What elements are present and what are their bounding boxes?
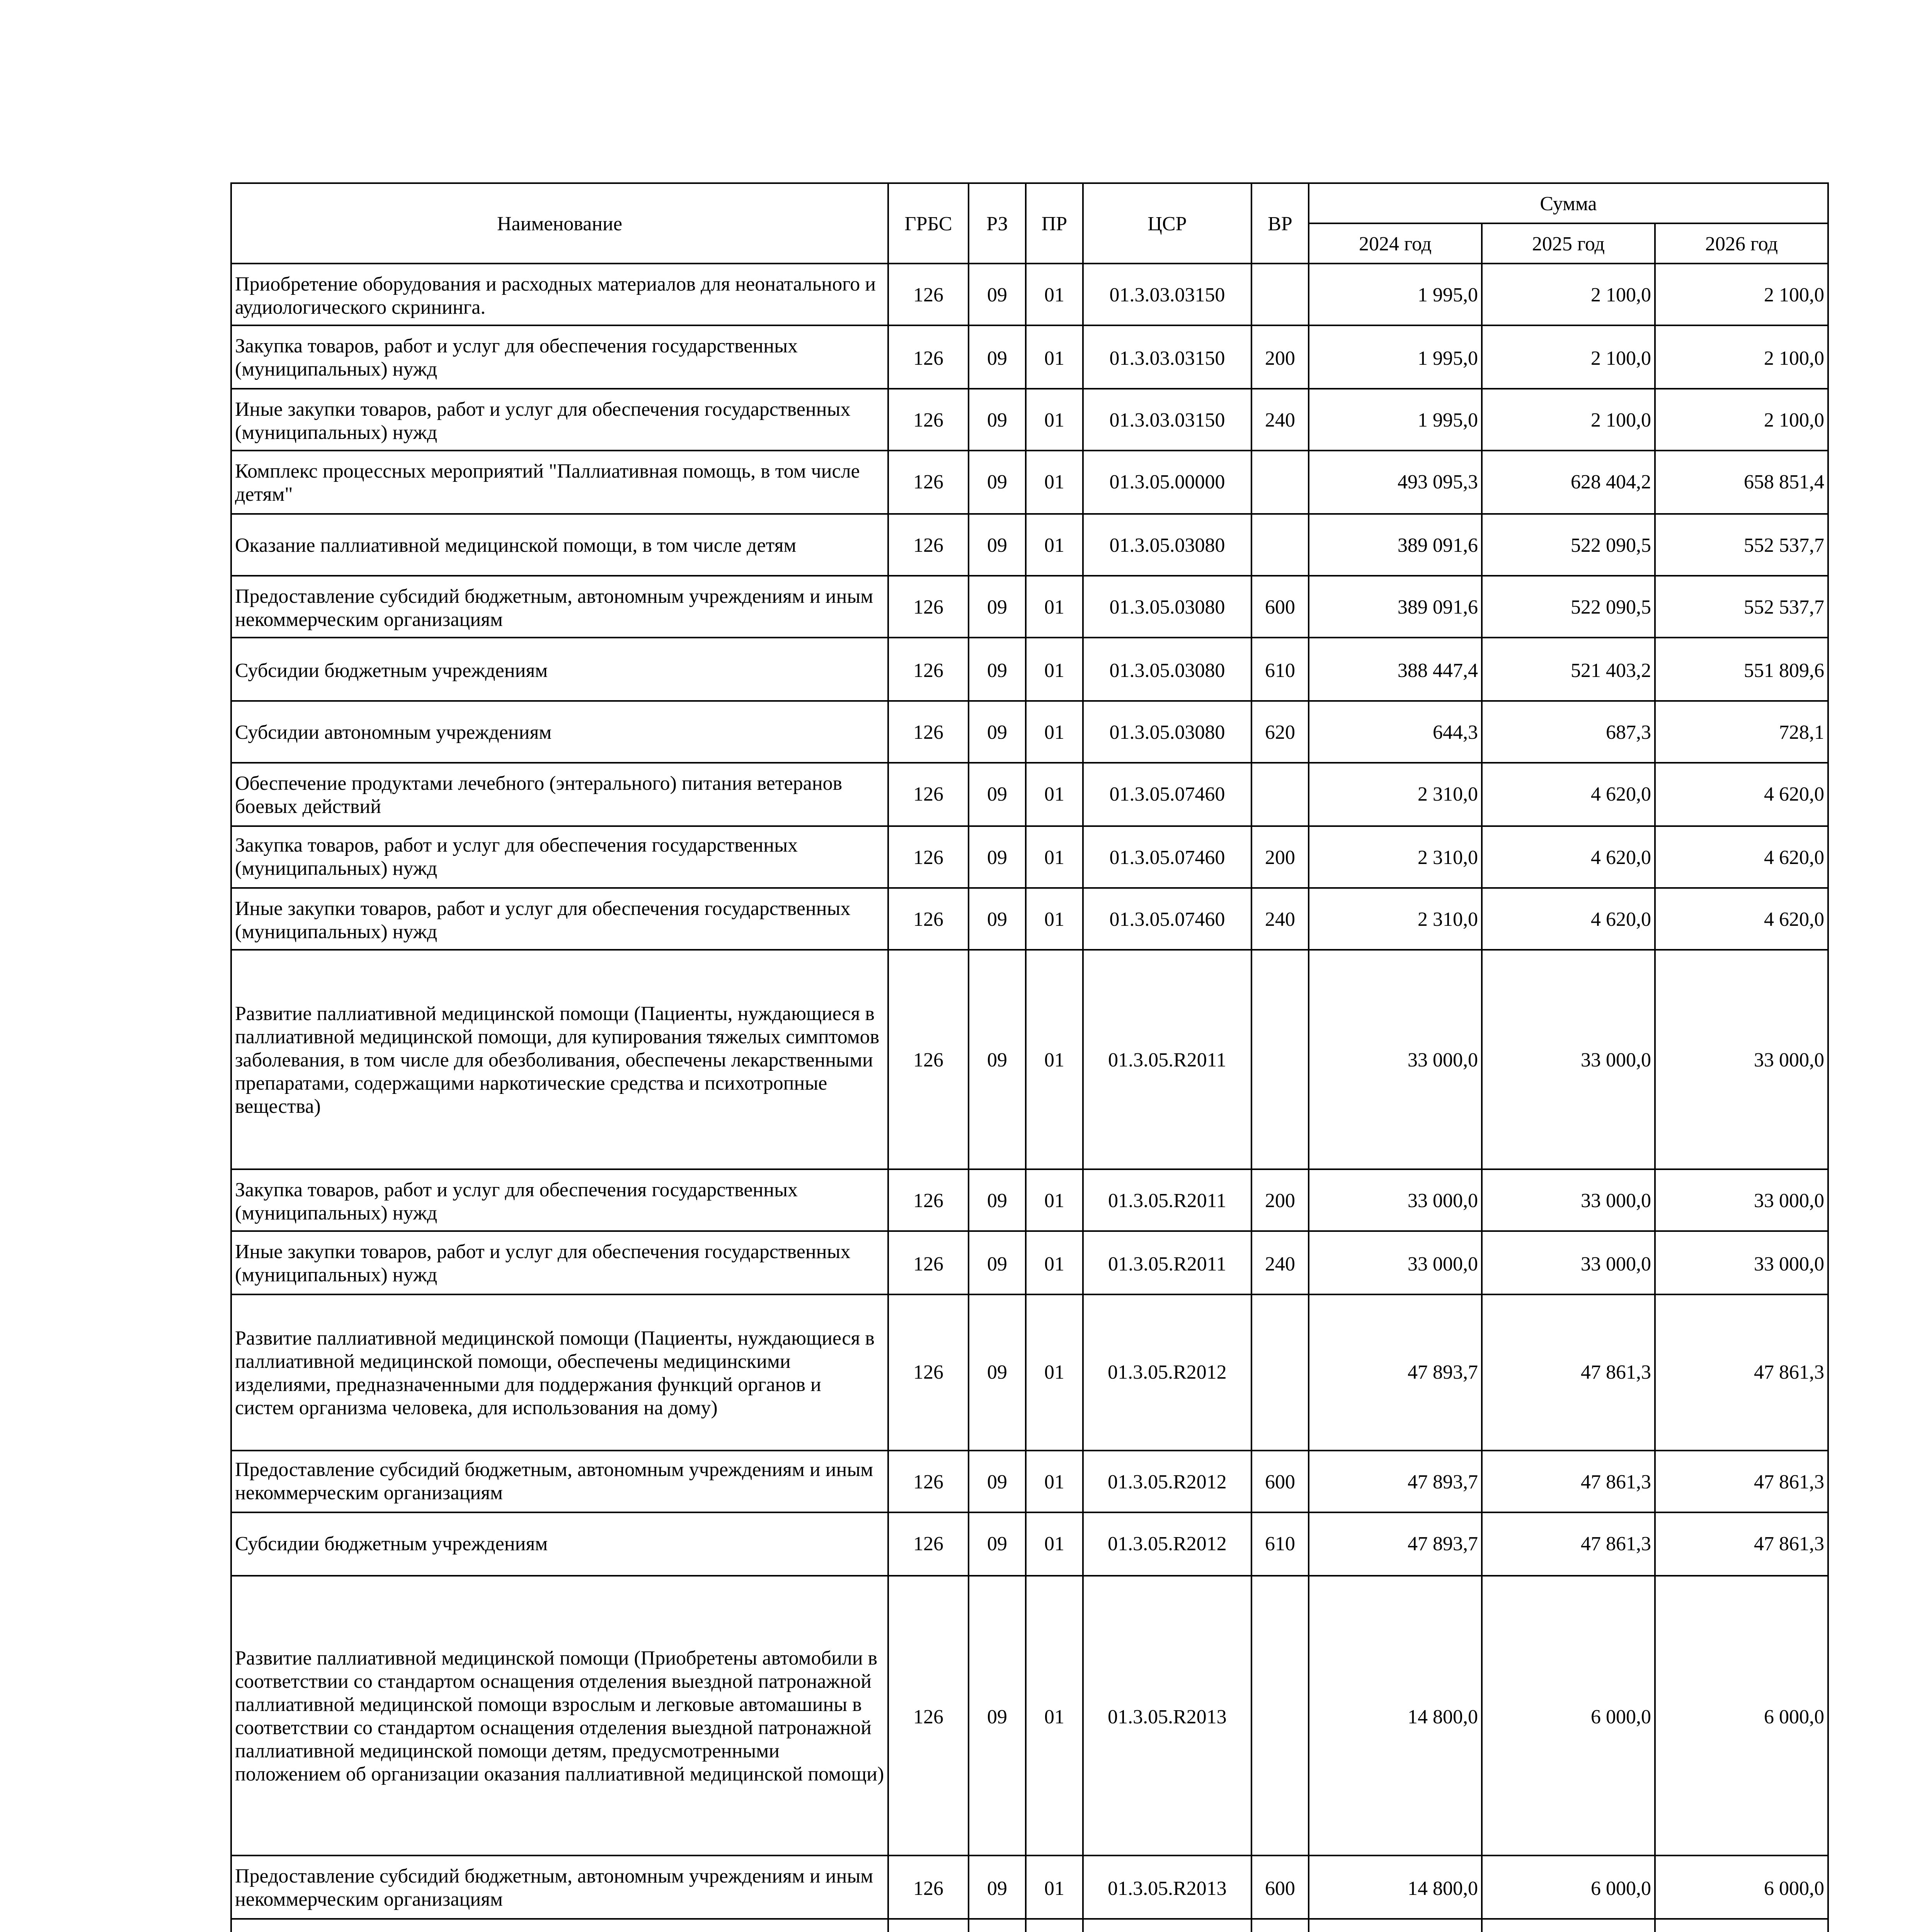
cell-grbs <box>888 1918 969 1932</box>
cell-pr: 01 <box>1026 763 1083 826</box>
cell-pr: 01 <box>1026 1575 1083 1856</box>
cell-2025: 4 620,0 <box>1482 763 1655 826</box>
cell-2025: 33 000,0 <box>1482 951 1655 1169</box>
cell-name: Развитие паллиативной медицинской помощи (Приобретены автомобили в соответствии со стандартом оснащения отделения выездной патронажной паллиативной медицинской помощи взрослым и легковые автомашины в соответствии со стандартом оснащения отделения выездной патронажной паллиативной медицинской помощи детям, предусмотренными положением об организации оказания паллиативной медицинской помощи) <box>231 1575 888 1856</box>
table-row <box>231 388 1828 451</box>
cell-2025: 2 100,0 <box>1482 388 1655 451</box>
cell-csr: 01.3.05.R2011 <box>1083 1231 1251 1294</box>
cell-grbs: 126 <box>888 1169 969 1232</box>
cell-csr: 01.3.05.03080 <box>1083 701 1251 763</box>
cell-grbs: 126 <box>888 1513 969 1575</box>
cell-vr <box>1251 1294 1309 1450</box>
cell-vr <box>1251 264 1309 326</box>
cell-2024: 33 000,0 <box>1309 1169 1482 1232</box>
cell-2024: 14 800,0 <box>1309 1856 1482 1919</box>
table-row <box>231 514 1828 576</box>
table-row <box>231 1918 1828 1932</box>
table-row <box>231 1856 1828 1919</box>
cell-name: Субсидии бюджетным учреждениям <box>231 638 888 701</box>
cell-csr: 01.3.05.R2013 <box>1083 1856 1251 1919</box>
table-body <box>231 264 1828 1932</box>
cell-csr: 01.3.05.07460 <box>1083 888 1251 951</box>
cell-rz: 09 <box>969 1575 1026 1856</box>
cell-vr: 610 <box>1251 1513 1309 1575</box>
cell-grbs: 126 <box>888 451 969 514</box>
cell-vr: 240 <box>1251 1231 1309 1294</box>
header-sum: Сумма <box>1309 183 1828 223</box>
cell-name: Приобретение оборудования и расходных материалов для неонатального и аудиологического скрининга. <box>231 264 888 326</box>
table-row <box>231 1231 1828 1294</box>
header-year-2025: 2025 год <box>1482 223 1655 264</box>
cell-2025: 628 404,2 <box>1482 451 1655 514</box>
cell-csr: 01.3.03.03150 <box>1083 326 1251 389</box>
cell-name: Иные закупки товаров, работ и услуг для обеспечения государственных (муниципальных) нужд <box>231 888 888 951</box>
cell-name: Иные закупки товаров, работ и услуг для обеспечения государственных (муниципальных) нужд <box>231 1231 888 1294</box>
cell-2024: 1 995,0 <box>1309 326 1482 389</box>
cell-rz: 09 <box>969 514 1026 576</box>
cell-2024: 2 310,0 <box>1309 763 1482 826</box>
cell-name: Закупка товаров, работ и услуг для обеспечения государственных (муниципальных) нужд <box>231 1169 888 1232</box>
cell-vr: 200 <box>1251 326 1309 389</box>
table-row <box>231 1294 1828 1450</box>
cell-2025: 522 090,5 <box>1482 576 1655 638</box>
cell-pr: 01 <box>1026 1450 1083 1513</box>
cell-2026: 2 100,0 <box>1655 326 1828 389</box>
table-row <box>231 951 1828 1169</box>
cell-grbs: 126 <box>888 1231 969 1294</box>
cell-2026: 33 000,0 <box>1655 951 1828 1169</box>
table-row <box>231 264 1828 326</box>
cell-name: Закупка товаров, работ и услуг для обеспечения государственных (муниципальных) нужд <box>231 326 888 389</box>
cell-grbs: 126 <box>888 514 969 576</box>
cell-2026: 2 100,0 <box>1655 388 1828 451</box>
cell-rz: 09 <box>969 1294 1026 1450</box>
cell-vr: 610 <box>1251 638 1309 701</box>
cell-name: Субсидии бюджетным учреждениям <box>231 1513 888 1575</box>
cell-csr: 01.3.05.R2013 <box>1083 1575 1251 1856</box>
cell-rz: 09 <box>969 1169 1026 1232</box>
cell-rz: 09 <box>969 826 1026 888</box>
cell-grbs: 126 <box>888 1856 969 1919</box>
cell-csr: 01.3.05.R2011 <box>1083 951 1251 1169</box>
cell-rz: 09 <box>969 763 1026 826</box>
cell-2025: 687,3 <box>1482 701 1655 763</box>
cell-grbs: 126 <box>888 264 969 326</box>
cell-pr: 01 <box>1026 888 1083 951</box>
cell-vr: 600 <box>1251 1856 1309 1919</box>
cell-vr: 200 <box>1251 1169 1309 1232</box>
cell-pr: 01 <box>1026 701 1083 763</box>
cell-grbs: 126 <box>888 1450 969 1513</box>
cell-rz: 09 <box>969 1450 1026 1513</box>
cell-csr: 01.3.05.07460 <box>1083 826 1251 888</box>
cell-vr <box>1251 951 1309 1169</box>
table-row <box>231 638 1828 701</box>
cell-2025: 4 620,0 <box>1482 826 1655 888</box>
cell-2026: 4 620,0 <box>1655 763 1828 826</box>
cell-rz: 09 <box>969 951 1026 1169</box>
cell-csr: 01.3.03.03150 <box>1083 264 1251 326</box>
cell-vr: 620 <box>1251 701 1309 763</box>
cell-2024: 47 893,7 <box>1309 1450 1482 1513</box>
table-row <box>231 1575 1828 1856</box>
cell-vr <box>1251 1918 1309 1932</box>
cell-2025: 47 861,3 <box>1482 1450 1655 1513</box>
cell-vr <box>1251 514 1309 576</box>
cell-2026: 551 809,6 <box>1655 638 1828 701</box>
cell-name: Закупка товаров, работ и услуг для обеспечения государственных (муниципальных) нужд <box>231 826 888 888</box>
cell-pr: 01 <box>1026 576 1083 638</box>
cell-csr: 01.3.05.03080 <box>1083 638 1251 701</box>
header-vr: ВР <box>1251 183 1309 264</box>
cell-name: Субсидии автономным учреждениям <box>231 701 888 763</box>
cell-2024: 14 800,0 <box>1309 1575 1482 1856</box>
cell-pr: 01 <box>1026 451 1083 514</box>
cell-csr: 01.3.03.03150 <box>1083 388 1251 451</box>
cell-csr: 01.3.05.03080 <box>1083 514 1251 576</box>
budget-table <box>230 182 1829 1932</box>
cell-pr: 01 <box>1026 264 1083 326</box>
table-row <box>231 1450 1828 1513</box>
cell-vr: 200 <box>1251 826 1309 888</box>
cell-pr: 01 <box>1026 1294 1083 1450</box>
cell-pr: 01 <box>1026 1856 1083 1919</box>
cell-name <box>231 1918 888 1932</box>
table-header <box>231 183 1828 264</box>
cell-pr: 01 <box>1026 826 1083 888</box>
cell-2026: 6 000,0 <box>1655 1575 1828 1856</box>
cell-grbs: 126 <box>888 388 969 451</box>
cell-2026: 47 861,3 <box>1655 1513 1828 1575</box>
cell-pr: 01 <box>1026 951 1083 1169</box>
cell-name: Предоставление субсидий бюджетным, автономным учреждениям и иным некоммерческим организациям <box>231 1856 888 1919</box>
cell-2024: 389 091,6 <box>1309 514 1482 576</box>
cell-vr <box>1251 763 1309 826</box>
cell-2026: 4 620,0 <box>1655 826 1828 888</box>
cell-grbs: 126 <box>888 951 969 1169</box>
cell-2026: 47 861,3 <box>1655 1294 1828 1450</box>
cell-2024: 33 000,0 <box>1309 951 1482 1169</box>
header-year-2024: 2024 год <box>1309 223 1482 264</box>
table-row <box>231 576 1828 638</box>
header-grbs: ГРБС <box>888 183 969 264</box>
cell-2024: 2 310,0 <box>1309 888 1482 951</box>
header-rz: РЗ <box>969 183 1026 264</box>
cell-2025: 33 000,0 <box>1482 1231 1655 1294</box>
cell-name: Предоставление субсидий бюджетным, автономным учреждениям и иным некоммерческим организациям <box>231 1450 888 1513</box>
cell-rz: 09 <box>969 264 1026 326</box>
header-name: Наименование <box>231 183 888 264</box>
cell-name: Комплекс процессных мероприятий "Паллиативная помощь, в том числе детям" <box>231 451 888 514</box>
cell-pr: 01 <box>1026 326 1083 389</box>
cell-vr: 240 <box>1251 388 1309 451</box>
cell-2026: 47 861,3 <box>1655 1450 1828 1513</box>
cell-grbs: 126 <box>888 1294 969 1450</box>
cell-vr: 600 <box>1251 1450 1309 1513</box>
cell-rz: 09 <box>969 1513 1026 1575</box>
cell-rz: 09 <box>969 701 1026 763</box>
cell-2025: 522 090,5 <box>1482 514 1655 576</box>
cell-grbs: 126 <box>888 1575 969 1856</box>
cell-grbs: 126 <box>888 576 969 638</box>
cell-2025: 47 861,3 <box>1482 1513 1655 1575</box>
cell-2026: 552 537,7 <box>1655 514 1828 576</box>
cell-2024: 1 995,0 <box>1309 388 1482 451</box>
cell-name: Предоставление субсидий бюджетным, автономным учреждениям и иным некоммерческим организациям <box>231 576 888 638</box>
cell-grbs: 126 <box>888 763 969 826</box>
cell-2026: 552 537,7 <box>1655 576 1828 638</box>
header-year-2026: 2026 год <box>1655 223 1828 264</box>
table-row <box>231 326 1828 389</box>
cell-csr: 01.3.05.03080 <box>1083 576 1251 638</box>
cell-2026: 33 000,0 <box>1655 1169 1828 1232</box>
cell-2024: 388 447,4 <box>1309 638 1482 701</box>
cell-2025: 6 000,0 <box>1482 1856 1655 1919</box>
cell-2026: 4 620,0 <box>1655 888 1828 951</box>
cell-rz: 09 <box>969 576 1026 638</box>
cell-pr: 01 <box>1026 1231 1083 1294</box>
cell-rz: 09 <box>969 1856 1026 1919</box>
cell-2025: 33 000,0 <box>1482 1169 1655 1232</box>
cell-name: Иные закупки товаров, работ и услуг для обеспечения государственных (муниципальных) нужд <box>231 388 888 451</box>
cell-csr: 01.3.05.R2012 <box>1083 1513 1251 1575</box>
cell-rz <box>969 1918 1026 1932</box>
cell-rz: 09 <box>969 388 1026 451</box>
cell-2026: 6 000,0 <box>1655 1856 1828 1919</box>
cell-2025 <box>1482 1918 1655 1932</box>
cell-pr: 01 <box>1026 1513 1083 1575</box>
cell-csr <box>1083 1918 1251 1932</box>
table-row <box>231 826 1828 888</box>
cell-name: Обеспечение продуктами лечебного (энтерального) питания ветеранов боевых действий <box>231 763 888 826</box>
cell-2024: 644,3 <box>1309 701 1482 763</box>
cell-csr: 01.3.05.R2011 <box>1083 1169 1251 1232</box>
cell-rz: 09 <box>969 888 1026 951</box>
cell-grbs: 126 <box>888 701 969 763</box>
cell-2026: 2 100,0 <box>1655 264 1828 326</box>
cell-2025: 2 100,0 <box>1482 326 1655 389</box>
table-row <box>231 1513 1828 1575</box>
cell-2024: 389 091,6 <box>1309 576 1482 638</box>
header-pr: ПР <box>1026 183 1083 264</box>
cell-grbs: 126 <box>888 326 969 389</box>
cell-2024: 47 893,7 <box>1309 1513 1482 1575</box>
cell-2024: 493 095,3 <box>1309 451 1482 514</box>
cell-2024 <box>1309 1918 1482 1932</box>
cell-2025: 4 620,0 <box>1482 888 1655 951</box>
cell-2024: 47 893,7 <box>1309 1294 1482 1450</box>
cell-2026: 33 000,0 <box>1655 1231 1828 1294</box>
cell-csr: 01.3.05.07460 <box>1083 763 1251 826</box>
cell-2024: 33 000,0 <box>1309 1231 1482 1294</box>
header-csr: ЦСР <box>1083 183 1251 264</box>
table-row <box>231 888 1828 951</box>
cell-rz: 09 <box>969 638 1026 701</box>
cell-rz: 09 <box>969 451 1026 514</box>
cell-grbs: 126 <box>888 826 969 888</box>
cell-name: Оказание паллиативной медицинской помощи, в том числе детям <box>231 514 888 576</box>
cell-2024: 1 995,0 <box>1309 264 1482 326</box>
cell-csr: 01.3.05.R2012 <box>1083 1450 1251 1513</box>
cell-csr: 01.3.05.R2012 <box>1083 1294 1251 1450</box>
cell-2025: 6 000,0 <box>1482 1575 1655 1856</box>
cell-2026: 658 851,4 <box>1655 451 1828 514</box>
cell-2025: 2 100,0 <box>1482 264 1655 326</box>
cell-pr <box>1026 1918 1083 1932</box>
cell-pr: 01 <box>1026 514 1083 576</box>
cell-pr: 01 <box>1026 388 1083 451</box>
table-row <box>231 451 1828 514</box>
cell-vr: 240 <box>1251 888 1309 951</box>
cell-name: Развитие паллиативной медицинской помощи (Пациенты, нуждающиеся в паллиативной медицинской помощи, обеспечены медицинскими изделиями, предназначенными для поддержания функций органов и систем организма человека, для использования на дому) <box>231 1294 888 1450</box>
cell-vr <box>1251 1575 1309 1856</box>
cell-grbs: 126 <box>888 638 969 701</box>
cell-rz: 09 <box>969 1231 1026 1294</box>
cell-pr: 01 <box>1026 1169 1083 1232</box>
cell-grbs: 126 <box>888 888 969 951</box>
cell-2024: 2 310,0 <box>1309 826 1482 888</box>
cell-2025: 47 861,3 <box>1482 1294 1655 1450</box>
cell-vr: 600 <box>1251 576 1309 638</box>
table-row <box>231 701 1828 763</box>
cell-name: Развитие паллиативной медицинской помощи (Пациенты, нуждающиеся в паллиативной медицинской помощи, для купирования тяжелых симптомов заболевания, в том числе для обезболивания, обеспечены лекарственными препаратами, содержащими наркотические средства и психотропные вещества) <box>231 951 888 1169</box>
cell-pr: 01 <box>1026 638 1083 701</box>
cell-2026: 728,1 <box>1655 701 1828 763</box>
cell-2025: 521 403,2 <box>1482 638 1655 701</box>
cell-vr <box>1251 451 1309 514</box>
table-row <box>231 763 1828 826</box>
table-row <box>231 1169 1828 1232</box>
cell-rz: 09 <box>969 326 1026 389</box>
cell-csr: 01.3.05.00000 <box>1083 451 1251 514</box>
cell-2026 <box>1655 1918 1828 1932</box>
